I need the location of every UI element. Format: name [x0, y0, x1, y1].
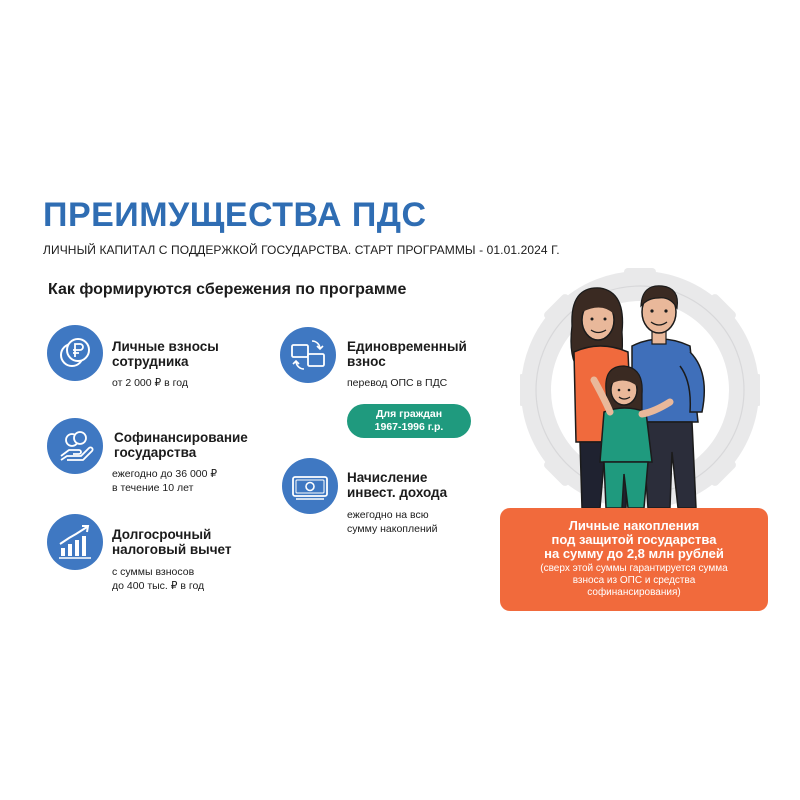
item-lump-title: Единовременный взнос — [347, 339, 467, 369]
family-gear-illustration — [520, 262, 760, 518]
guarantee-main-text: Личные накопления под защитой государства на сумму до 2,8 млн рублей — [544, 518, 724, 561]
guarantee-box — [500, 508, 768, 611]
growth-chart-icon — [47, 514, 103, 570]
section-heading: Как формируются сбережения по программе — [48, 281, 407, 298]
page-subtitle: ЛИЧНЫЙ КАПИТАЛ С ПОДДЕРЖКОЙ ГОСУДАРСТВА. СТАРТ ПРОГРАММЫ - 01.01.2024 Г. — [43, 243, 560, 257]
item-cofinancing-desc: ежегодно до 36 000 ₽ в течение 10 лет — [112, 468, 218, 494]
item-cofinancing-title: Софинансирование государства — [114, 430, 248, 460]
transfer-icon — [280, 327, 336, 383]
item-personal-title: Личные взносы сотрудника — [112, 339, 219, 369]
page-title: ПРЕИМУЩЕСТВА ПДС — [43, 196, 427, 234]
item-income-desc: ежегодно на всю сумму накоплений — [347, 509, 438, 535]
hand-coins-icon — [47, 418, 103, 474]
item-tax-desc: с суммы взносов до 400 тыс. ₽ в год — [112, 566, 205, 592]
item-tax-title: Долгосрочный налоговый вычет — [112, 527, 232, 557]
ruble-coin-icon — [47, 325, 103, 381]
eligibility-badge: Для граждан 1967-1996 г.р. — [347, 404, 471, 438]
item-lump-desc: перевод ОПС в ПДС — [347, 377, 448, 389]
item-personal-desc: от 2 000 ₽ в год — [112, 377, 188, 389]
item-income-title: Начисление инвест. дохода — [347, 470, 448, 500]
banknote-icon — [282, 458, 338, 514]
guarantee-note-text: (сверх этой суммы гарантируется сумма взноса из ОПС и средства софинансирования) — [540, 563, 728, 598]
